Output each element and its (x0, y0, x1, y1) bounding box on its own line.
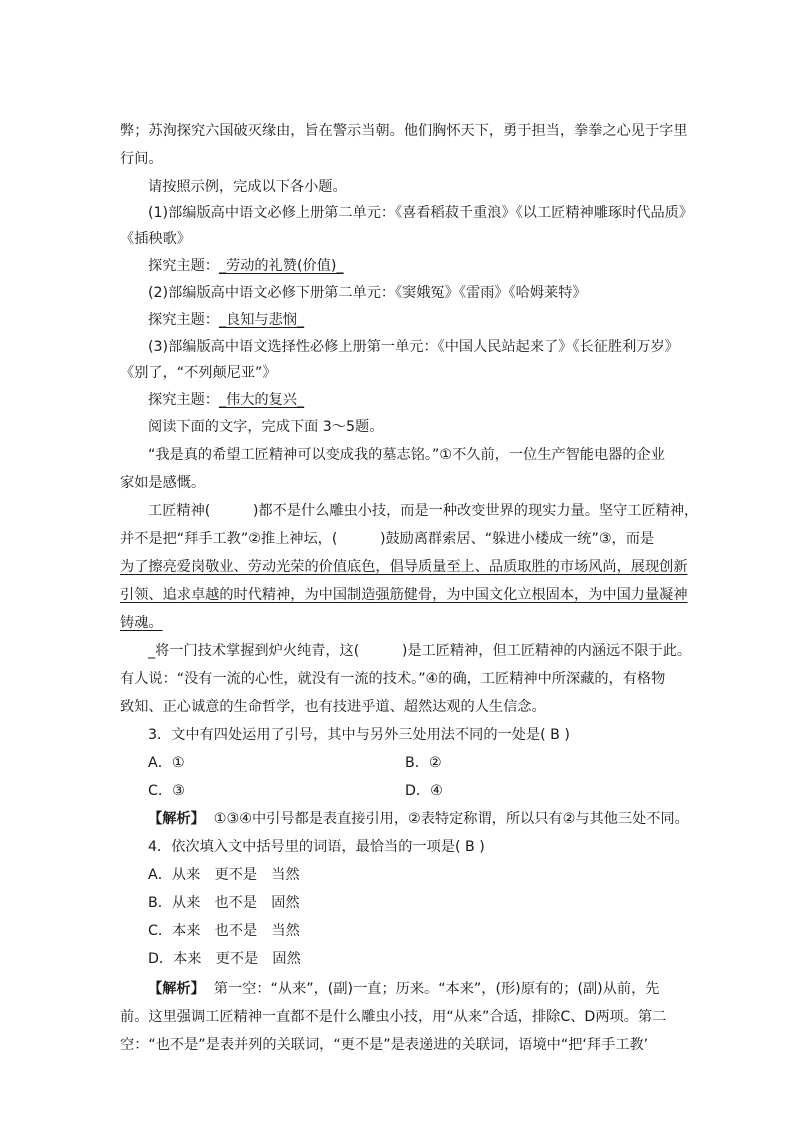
underlined-line: 铸魂。 (120, 615, 163, 631)
text-line: 前。这里强调工匠精神一直都不是什么雕虫小技，用“从来”合适，排除C、D两项。第二 (120, 1009, 667, 1025)
option-b: B．从来 也不是 固然 (148, 895, 300, 911)
topic-line-3 (148, 391, 708, 409)
option-b: B．② (405, 755, 442, 771)
text-line: 工匠精神( )都不是什么雕虫小技，而是一种改变世界的现实力量。坚守工匠精神， (148, 503, 699, 519)
question-4: 4．依次填入文中括号里的词语，最恰当的一项是( B ) (148, 839, 485, 855)
option-a: A．从来 更不是 当然 (148, 867, 300, 883)
topic-answer: _伟大的复兴_ (218, 392, 305, 408)
text-line: (1)部编版高中语文必修上册第二单元：《喜看稻菽千重浪》《以工匠精神雕琢时代品质》 (148, 205, 694, 221)
topic-answer: _劳动的礼赞(价值)_ (218, 258, 344, 274)
text-line: 阅读下面的文字，完成下面 3～5题。 (148, 419, 384, 435)
topic-label: 探究主题： (148, 258, 219, 274)
topic-line-1 (148, 257, 708, 275)
option-d: D．本来 更不是 固然 (148, 951, 301, 967)
text-line: _将一门技术掌握到炉火纯青，这( )是工匠精神，但工匠精神的内涵远不限于此。 (148, 643, 692, 659)
text-line: 弊；苏洵探究六国破灭缘由，旨在警示当朝。他们胸怀天下，勇于担当，拳拳之心见于字里 (120, 123, 688, 139)
topic-label: 探究主题： (148, 312, 219, 328)
option-c: C．本来 也不是 当然 (148, 923, 300, 939)
text-line: 家如是感慨。 (120, 475, 206, 491)
topic-label: 探究主题： (148, 392, 219, 408)
text-line: 《别了，“不列颠尼亚”》 (120, 365, 277, 381)
analysis-text: 第一空：“从来”，(副)一直；历来。“本来”，(形)原有的；(副)从前，先 (213, 981, 660, 997)
analysis-text: ①③④中引号都是表直接引用，②表特定称谓，所以只有②与其他三处不同。 (213, 811, 689, 827)
option-d: D．④ (405, 783, 443, 799)
analysis-label: 【解析】 (148, 981, 205, 997)
text-line: “我是真的希望工匠精神可以变成我的墓志铭。”①不久前，一位生产智能电器的企业 (148, 447, 665, 463)
underlined-line: 为了擦亮爱岗敬业、劳动光荣的价值底色，倡导质量至上、品质取胜的市场风尚，展现创新 (120, 559, 688, 575)
text-line: 致知、正心诚意的生命哲学，也有技进乎道、超然达观的人生信念。 (120, 699, 546, 715)
text-line: (2)部编版高中语文必修下册第二单元：《窦娥冤》《雷雨》《哈姆莱特》 (148, 285, 587, 301)
analysis-4 (148, 980, 708, 998)
question-3: 3．文中有四处运用了引号，其中与另外三处用法不同的一处是( B ) (148, 727, 570, 743)
text-line: 行间。 (120, 151, 163, 167)
analysis-label: 【解析】 (148, 811, 205, 827)
topic-answer: _良知与悲悯_ (218, 312, 305, 328)
topic-line-2 (148, 311, 708, 329)
text-line: 并不是把“拜手工教”②推上神坛，( )鼓励离群索居、“躲进小楼成一统”③，而是 (120, 531, 655, 547)
text-line: 有人说：“没有一流的心性，就没有一流的技术。”④的确，工匠精神中所深藏的，有格物 (120, 671, 666, 687)
text-line: (3)部编版高中语文选择性必修上册第一单元：《中国人民站起来了》《长征胜利万岁》 (148, 339, 679, 355)
option-a: A．① (148, 755, 185, 771)
text-line: 《插秧歌》 (120, 231, 191, 247)
text-line: 请按照示例，完成以下各小题。 (148, 179, 347, 195)
analysis-3 (148, 810, 708, 828)
underlined-line: 引领、追求卓越的时代精神，为中国制造强筋健骨，为中国文化立根固本，为中国力量凝神 (120, 587, 688, 603)
option-c: C．③ (148, 783, 185, 799)
text-line: 空：“也不是”是表并列的关联词，“更不是”是表递进的关联词，语境中“把‘拜手工教’ (120, 1037, 649, 1053)
